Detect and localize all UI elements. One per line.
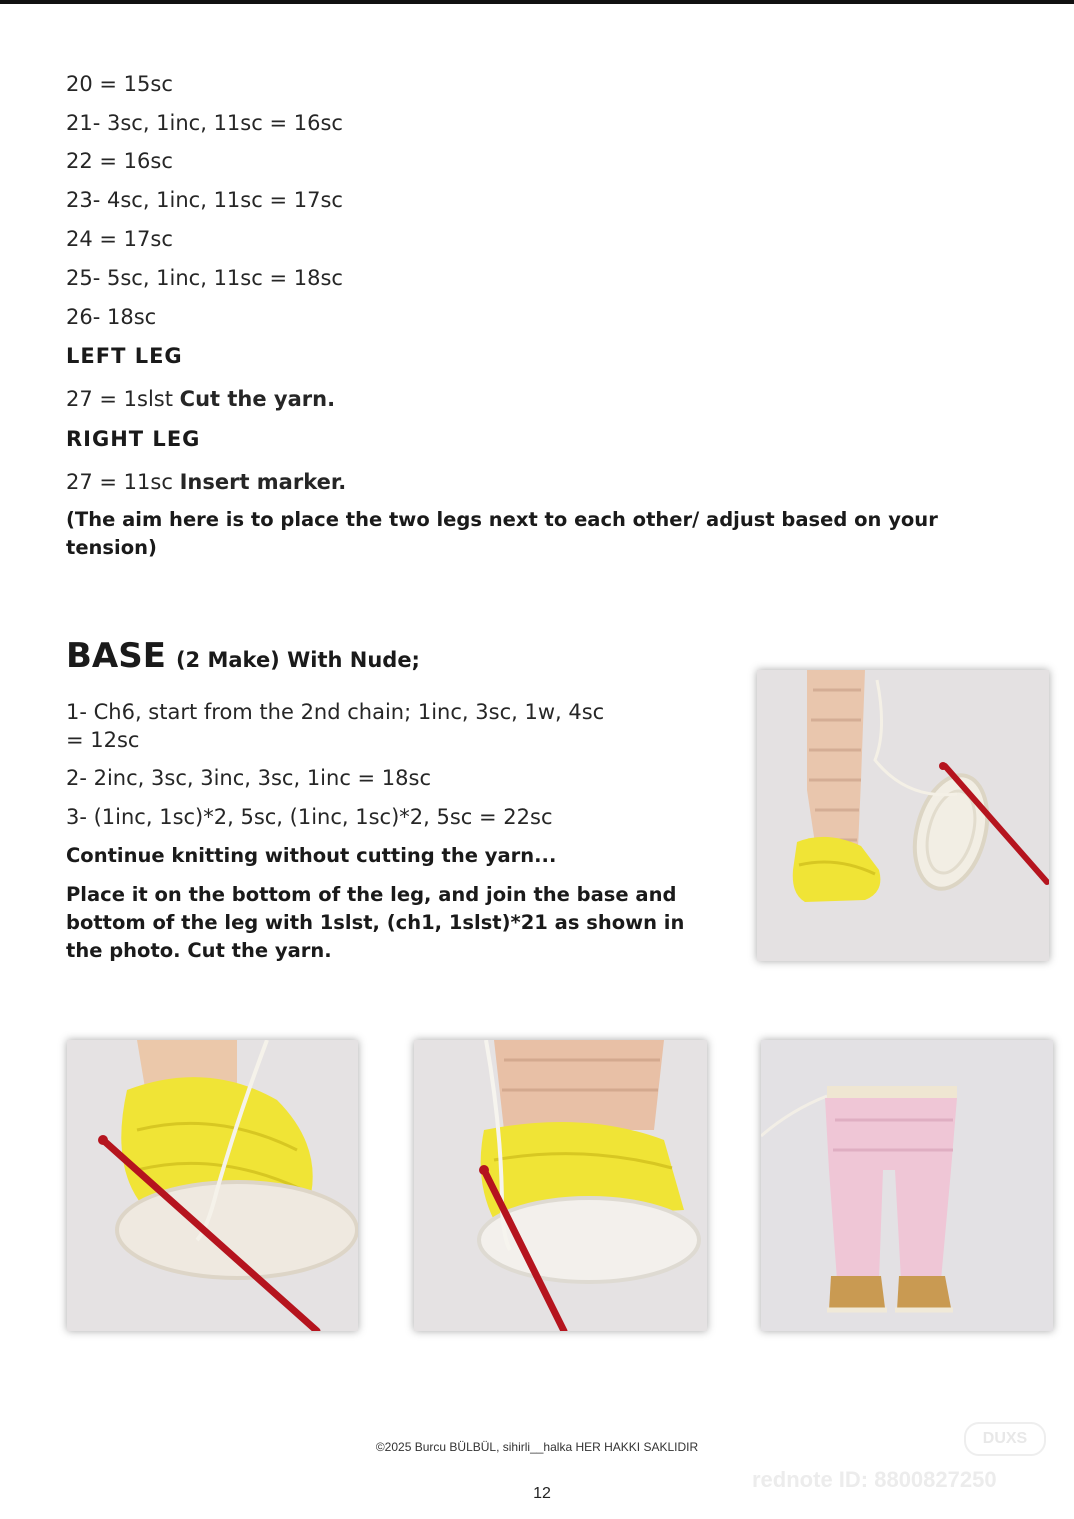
row-25: 25- 5sc, 1inc, 11sc = 18sc (66, 266, 343, 290)
photo-joining-base-1 (67, 1040, 358, 1331)
photo-leg-with-base (757, 670, 1049, 961)
photo-finished-legs (761, 1040, 1053, 1331)
base-row-2: 2- 2inc, 3sc, 3inc, 3sc, 1inc = 18sc (66, 766, 432, 790)
base-title-main: BASE (66, 636, 166, 676)
right-leg-row-text: 27 = 11sc (66, 470, 173, 494)
copyright-footer: ©2025 Burcu BÜLBÜL, sihirli__halka HER HAKKI SAKLIDIR (375, 1440, 699, 1454)
base-row-1b: = 12sc (66, 728, 140, 752)
watermark-logo: DUXS (964, 1422, 1046, 1456)
base-place: Place it on the bottom of the leg, and join the base and bottom of the leg with 1slst, (ch1, 1slst)*21 as shown in the photo. Cut the yarn. (66, 883, 685, 962)
base-continue: Continue knitting without cutting the yarn... (66, 844, 557, 867)
left-leg-row-note: Cut the yarn. (179, 387, 336, 411)
right-leg-row-note: Insert marker. (179, 470, 347, 494)
row-26: 26- 18sc (66, 305, 157, 329)
right-leg-note: (The aim here is to place the two legs next to each other/ adjust based on your tension) (66, 508, 938, 559)
left-leg-heading: LEFT LEG (66, 344, 183, 368)
top-border (0, 0, 1074, 4)
base-title (66, 636, 420, 676)
photo-joining-base-2 (414, 1040, 707, 1331)
base-row-3: 3- (1inc, 1sc)*2, 5sc, (1inc, 1sc)*2, 5sc = 22sc (66, 805, 553, 829)
watermark-id: rednote ID: 8800827250 (752, 1467, 997, 1492)
base-title-sub: (2 Make) With Nude; (175, 648, 420, 672)
row-21: 21- 3sc, 1inc, 11sc = 16sc (66, 111, 343, 135)
page-number: 12 (533, 1485, 551, 1502)
left-leg-row-text: 27 = 1slst (66, 387, 173, 411)
left-leg-row (66, 385, 335, 413)
right-leg-heading: RIGHT LEG (66, 427, 201, 451)
row-20: 20 = 15sc (66, 72, 173, 96)
row-24: 24 = 17sc (66, 227, 173, 251)
row-23: 23- 4sc, 1inc, 11sc = 17sc (66, 188, 343, 212)
base-row-1a: 1- Ch6, start from the 2nd chain; 1inc, 3sc, 1w, 4sc (66, 700, 605, 724)
row-22: 22 = 16sc (66, 149, 173, 173)
right-leg-row (66, 468, 346, 496)
